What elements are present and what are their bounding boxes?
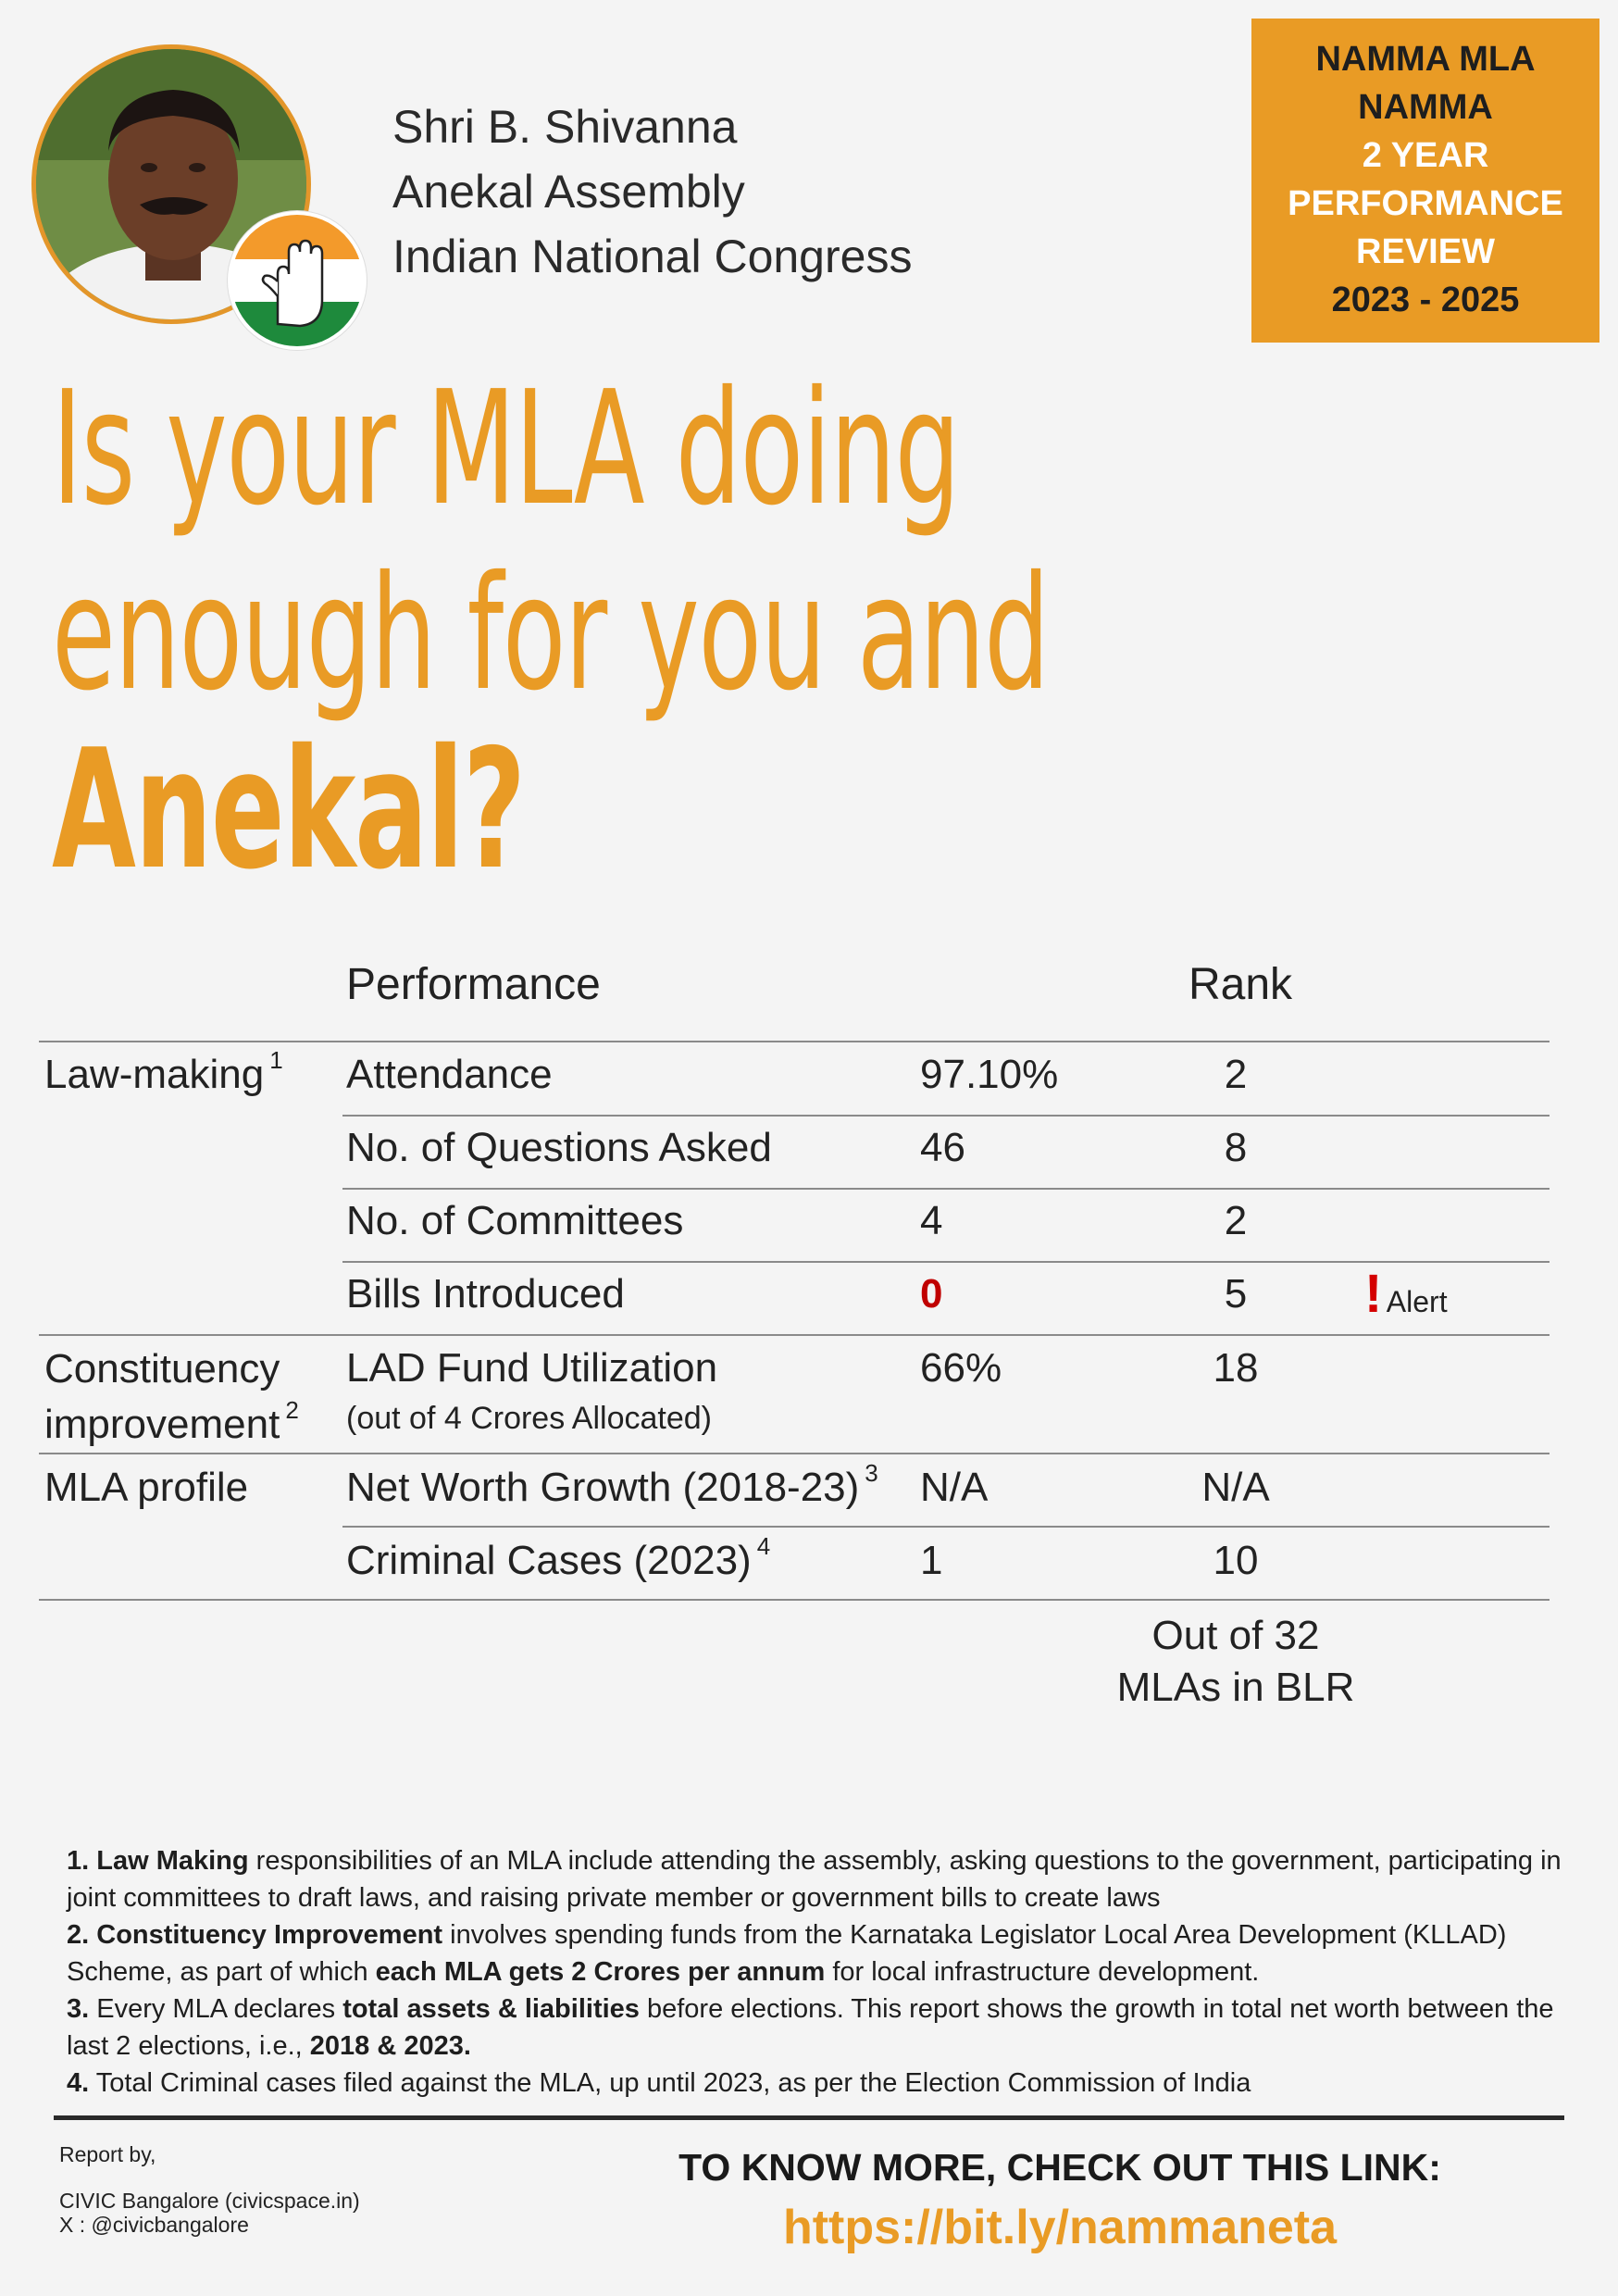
hand-symbol-icon: [231, 215, 363, 346]
party-name: Indian National Congress: [392, 231, 913, 282]
footnote-ref: 4: [756, 1532, 771, 1560]
review-badge: [1251, 19, 1599, 343]
section-profile: MLA profile: [44, 1465, 249, 1510]
metric-criminal-cases: Criminal Cases (2023) $^4$: [346, 1532, 771, 1583]
metric-bills: Bills Introduced: [346, 1271, 625, 1316]
value-criminal-cases: 1: [920, 1538, 943, 1583]
headline-line-1: Is your MLA doing: [52, 357, 960, 541]
table-rule: [39, 1599, 1550, 1601]
x-handle: X : @civicbangalore: [59, 2213, 249, 2237]
performance-header: Performance: [346, 960, 601, 1009]
section-lawmaking: Law-making $^1$: [44, 1046, 283, 1097]
footer-divider: [54, 2115, 1564, 2120]
footnote-ref: 1: [269, 1046, 283, 1074]
section-constituency-line-2: improvement $^2$: [44, 1396, 299, 1447]
rank-criminal-cases: 10: [1213, 1538, 1259, 1583]
headline-line-3: Anekal?: [52, 714, 525, 905]
party-logo: [228, 211, 367, 350]
badge-line-2: NAMMA: [1358, 88, 1493, 127]
rank-footer-line-2: MLAs in BLR: [1116, 1665, 1355, 1710]
badge-line-6: 2023 - 2025: [1331, 281, 1520, 319]
metric-attendance: Attendance: [346, 1052, 553, 1097]
footnote-ref: 3: [865, 1459, 878, 1487]
metric-committees: No. of Committees: [346, 1198, 684, 1243]
metric-lad-fund-sub: (out of 4 Crores Allocated): [346, 1401, 712, 1436]
alert-label: Alert: [1386, 1285, 1448, 1318]
rank-attendance: 2: [1224, 1052, 1248, 1097]
badge-line-4: PERFORMANCE: [1288, 184, 1563, 223]
value-lad-fund: 66%: [920, 1345, 1002, 1391]
rank-bills: 5: [1224, 1271, 1248, 1316]
headline-line-2: enough for you and: [52, 543, 1049, 726]
table-rule: [39, 1453, 1550, 1454]
table-rule: [342, 1115, 1550, 1117]
badge-line-1: NAMMA MLA: [1315, 40, 1536, 79]
more-info-link[interactable]: https://bit.ly/nammaneta: [782, 2201, 1338, 2254]
constituency-name: Anekal Assembly: [392, 166, 745, 218]
value-bills: 0: [920, 1271, 943, 1316]
metric-lad-fund: LAD Fund Utilization: [346, 1345, 718, 1391]
org-name: CIVIC Bangalore (civicspace.in): [59, 2189, 360, 2213]
section-constituency-line-1: Constituency: [44, 1346, 280, 1391]
alert-badge: [1364, 1263, 1448, 1325]
value-questions: 46: [920, 1125, 965, 1170]
report-by: Report by,: [59, 2142, 156, 2166]
footnote-2: 2. Constituency Improvement involves spending funds from the Karnataka Legislator Local Area Development (KLLAD) Scheme, as part of which each MLA gets 2 Crores per annum for local infrastructure development.: [67, 1920, 1507, 1987]
rank-net-worth: N/A: [1201, 1465, 1270, 1510]
table-rule: [342, 1188, 1550, 1190]
footnote-ref: 2: [285, 1396, 299, 1424]
footnotes: [67, 1842, 1566, 2102]
footnote-3: 3. Every MLA declares total assets & liabilities before elections. This report shows the growth in total net worth between the last 2 elections, i.e., 2018 & 2023.: [67, 1994, 1554, 2061]
footnote-1: 1. Law Making responsibilities of an MLA include attending the assembly, asking questions to the government, participating in joint committees to draft laws, and raising private member or government bills to create laws: [67, 1846, 1562, 1913]
footnote-4: 4. Total Criminal cases filed against the MLA, up until 2023, as per the Election Commission of India: [67, 2068, 1251, 2098]
table-rule: [39, 1041, 1550, 1042]
rank-header: Rank: [1188, 960, 1293, 1009]
rank-footer-line-1: Out of 32: [1151, 1613, 1320, 1658]
rank-questions: 8: [1224, 1125, 1248, 1170]
cta-text: TO KNOW MORE, CHECK OUT THIS LINK:: [678, 2146, 1441, 2189]
rank-committees: 2: [1224, 1198, 1248, 1243]
badge-line-5: REVIEW: [1356, 232, 1495, 271]
alert-icon: !: [1364, 1264, 1383, 1324]
value-attendance: 97.10%: [920, 1052, 1059, 1097]
mla-name: Shri B. Shivanna: [392, 101, 738, 153]
table-rule: [342, 1526, 1550, 1528]
metric-questions: No. of Questions Asked: [346, 1125, 772, 1170]
rank-lad-fund: 18: [1213, 1345, 1259, 1391]
value-committees: 4: [920, 1198, 943, 1243]
metric-net-worth: Net Worth Growth (2018-23) $^3$: [346, 1459, 878, 1510]
table-rule: [39, 1334, 1550, 1336]
badge-line-3: 2 YEAR: [1362, 136, 1489, 175]
value-net-worth: N/A: [920, 1465, 989, 1510]
